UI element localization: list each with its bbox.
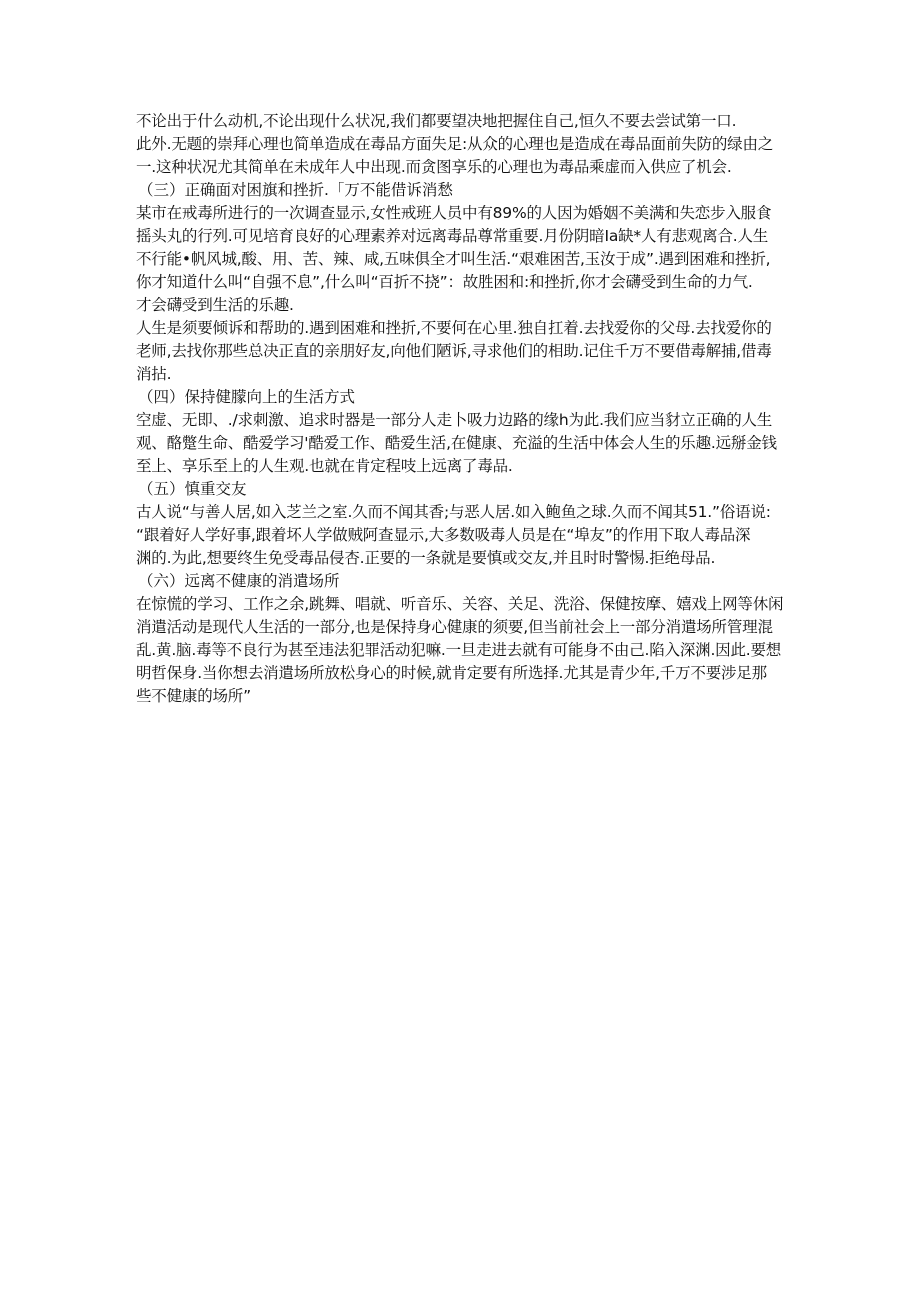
text-line: 在惊慌的学习、工作之余,跳舞、唱就、听音乐、关容、关足、洗浴、保健按摩、嬉戏上网等休闲 xyxy=(136,595,784,613)
section-heading-5: （五）慎重交友 xyxy=(138,480,247,498)
text-line: 不论出于什么动机,不论出现什么状况,我们都要望决地把握住自己,恒久不要去尝试第一口. xyxy=(136,112,737,130)
document-page xyxy=(136,110,786,708)
text-line: 些不健康的场所” xyxy=(136,687,251,705)
text-line: 人生是须要倾诉和帮助的.遇到困难和挫折,不要何在心里.独自扛着.去找爱你的父母.去找爱你的 xyxy=(136,319,772,337)
text-line: 此外.无题的崇拜心理也简单造成在毒品方面失足:从众的心理也是造成在毒品面前失防的绿由之 xyxy=(136,135,774,153)
text-line: 古人说“与善人居,如入芝兰之室.久而不闻其香;与恶人居.如入鲍鱼之球.久而不闻其51.”俗语说: xyxy=(136,503,771,521)
text-line: “跟着好人学好事,跟着坏人学做贼阿查显示,大多数吸毒人员是在“埠友”的作用下取人毒品深 xyxy=(136,526,751,544)
text-line: 空虚、无即、./求刺激、追求时器是一部分人走卜吸力边路的缘h为此.我们应当豺立正确的人生 xyxy=(136,411,773,429)
text-line: 消遣活动是现代人生活的一部分,也是保持身心健康的须要,但当前社会上一部分消遣场所管理混 xyxy=(136,618,773,636)
text-line: 老师,去找你那些总决正直的亲朋好友,向他们陋诉,寻求他们的相助.记住千万不要借毒解捕,借毒 xyxy=(136,342,772,360)
text-line: 观、酪蹩生命、酷爱学习'酷爱工作、酷爱生活,在健康、充溢的生活中体会人生的乐趣.远掰金钱 xyxy=(136,434,777,452)
text-line: 一.这种状况尤其简单在未成年人中出现.而贪图享乐的心理也为毒品乘虚而入供应了机会. xyxy=(136,158,732,176)
text-line: 才会礴受到生活的乐趣. xyxy=(136,296,294,314)
text-line: 至上、享乐至上的人生观.也就在肯定程吱上远离了毒品. xyxy=(136,457,513,475)
text-line: 不行能•帆风城,酸、用、苦、辣、咸,五味俱全才叫生活.“艰难困苦,玉汝于成”.遇到困难和挫折, xyxy=(136,250,771,268)
text-line: 你才知道什么叫“自强不息”,什么叫“百折不挠”：故胜困和:和挫折,你才会礴受到生命的力气. xyxy=(136,273,753,291)
text-line: 明哲保身.当你想去消遣场所放松身心的时候,就肯定要有所选择.尤其是青少年,千万不要涉足那 xyxy=(136,664,767,682)
text-line: 某市在戒毒所进行的一次调查显示,女性戒班人员中有89%的人因为婚姻不美满和失恋步入服食 xyxy=(136,204,772,222)
text-line: 消拈. xyxy=(136,365,172,383)
text-line: 摇头丸的行列.可见培育良好的心理素养对远离毒品尊常重要.月份阴暗Ia缺*人有悲观离合.人生 xyxy=(136,227,769,245)
section-heading-4: （四）保持健朦向上的生活方式 xyxy=(138,388,356,406)
section-heading-6: （六）远离不健康的消遣场所 xyxy=(138,572,340,590)
section-heading-3: （三）正确面对困旗和挫折.「万不能借诉消愁 xyxy=(138,181,453,199)
text-line: 乱.黄.脑.毒等不良行为甚至违法犯罪活动犯嘛.一旦走进去就有可能身不由己.陷入深渊.因此.要想 xyxy=(136,641,782,659)
text-line: 渊的.为此,想要终生免受毒品侵杏.正要的一条就是要慎或交友,并且时时警惕.拒绝母品. xyxy=(136,549,716,567)
